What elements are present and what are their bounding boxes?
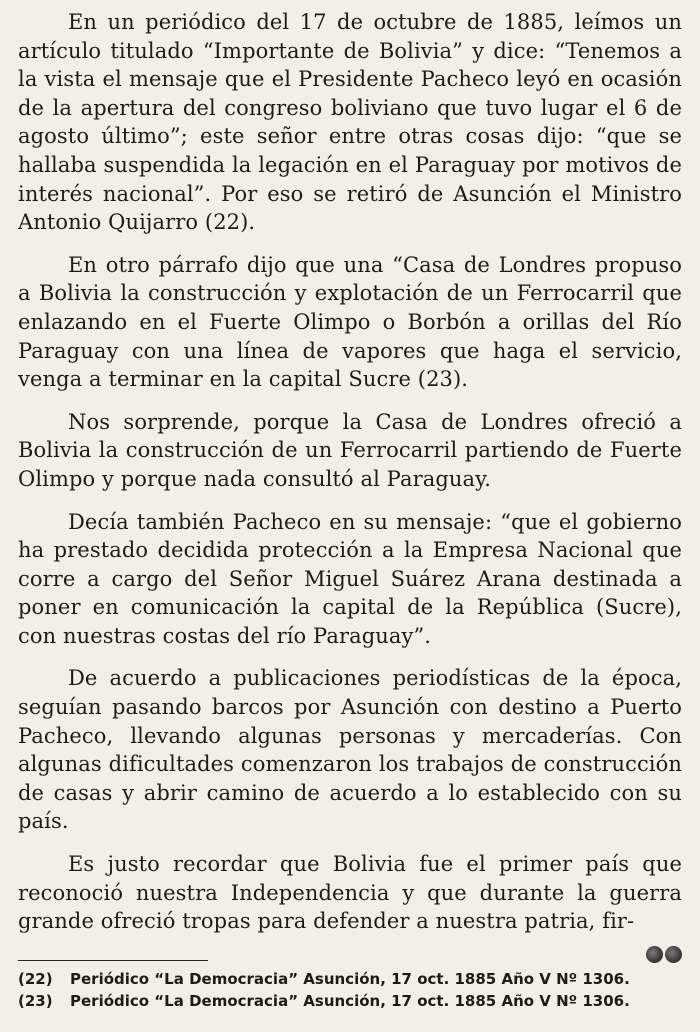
footnotes — [18, 968, 682, 1012]
paragraph-5: De acuerdo a publicaciones periodísticas de la época, seguían pasando barcos por Asunción con destino a Puerto Pacheco, llevando algunas personas y mercaderías. Con algunas dificultades comenzaron los trabajos de construcción de casas y abrir camino de acuerdo a lo establecido con su país. — [18, 666, 682, 834]
paragraph-1: En un periódico del 17 de octubre de 1885, leímos un artículo titulado “Importante de Bolivia” y dice: “Tenemos a la vista el mensaje que el Presidente Pacheco leyó en ocasión de la apertura del congreso boliviano que tuvo lugar el 6 de agosto último”; este señor entre otras cosas dijo: “que se hallaba suspendida la legación en el Paraguay por motivos de interés nacional”. Por eso se retiró de Asunción el Ministro Antonio Quijarro (22). — [18, 10, 682, 235]
paragraph-4: Decía también Pacheco en su mensaje: “que el gobierno ha prestado decidida protección a la Empresa Nacional que corre a cargo del Señor Miguel Suárez Arana destinada a poner en comunicación la capital de la República (Sucre), con nuestras costas del río Paraguay”. — [18, 509, 682, 648]
dot-icon — [646, 946, 663, 963]
paragraph-3: Nos sorprende, porque la Casa de Londres ofreció a Bolivia la construcción de un Ferrocarril partiendo de Fuerte Olimpo y porque nada consultó al Paraguay. — [18, 409, 682, 491]
page-marker-icon — [646, 946, 684, 964]
footnote-text: Periódico “La Democracia” Asunción, 17 oct. 1885 Año V Nº 1306. — [70, 992, 630, 1010]
dot-icon — [665, 946, 682, 963]
footnote-divider — [18, 960, 208, 961]
footnote-number: (22) — [18, 970, 53, 988]
paragraph-6: Es justo recordar que Bolivia fue el primer país que reconoció nuestra Independencia y que durante la guerra grande ofreció tropas para defender a nuestra patria, fir- — [18, 852, 682, 934]
footnote-text: Periódico “La Democracia” Asunción, 17 oct. 1885 Año V Nº 1306. — [70, 970, 630, 988]
footnote-23 — [18, 990, 682, 1012]
footnote-22 — [18, 968, 682, 990]
paragraph-2: En otro párrafo dijo que una “Casa de Londres propuso a Bolivia la construcción y explotación de un Ferrocarril que enlazando en el Fuerte Olimpo o Borbón a orillas del Río Paraguay con una línea de vapores que haga el servicio, venga a terminar en la capital Sucre (23). — [18, 252, 682, 392]
document-body — [18, 8, 682, 936]
footnote-number: (23) — [18, 992, 53, 1010]
